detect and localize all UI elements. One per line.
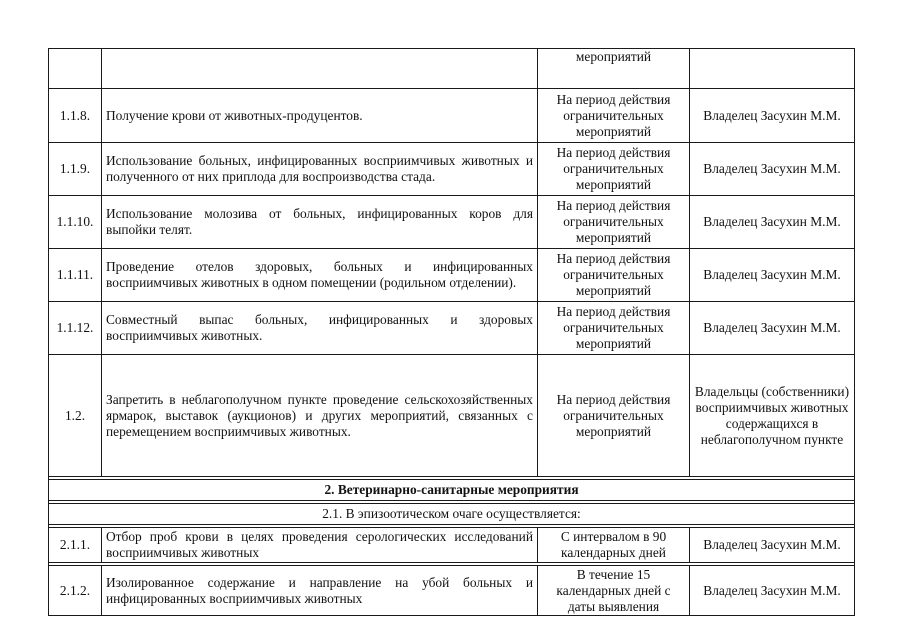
table-row: [49, 566, 855, 616]
row-description: Получение крови от животных-продуцентов.: [102, 89, 538, 143]
row-number: 1.1.8.: [49, 89, 102, 143]
table-row: [49, 196, 855, 249]
row-term: На период действия ограничительных мероприятий: [538, 143, 690, 196]
row-description: Изолированное содержание и направление на убой больных и инфицированных восприимчивых животных: [102, 566, 538, 616]
row-term: На период действия ограничительных мероприятий: [538, 302, 690, 355]
row-term: мероприятий: [538, 49, 690, 89]
table-row: [49, 143, 855, 196]
section-header-row: [49, 480, 855, 501]
row-term: В течение 15 календарных дней с даты выявления: [538, 566, 690, 616]
row-description: Использование больных, инфицированных восприимчивых животных и полученного от них приплода для воспроизводства стада.: [102, 143, 538, 196]
row-responsible: Владелец Засухин М.М.: [690, 302, 855, 355]
row-responsible: Владелец Засухин М.М.: [690, 196, 855, 249]
row-term: С интервалом в 90 календарных дней: [538, 528, 690, 563]
row-number: 1.1.12.: [49, 302, 102, 355]
subsection-title: 2.1. В эпизоотическом очаге осуществляется:: [49, 504, 855, 525]
row-term: На период действия ограничительных мероприятий: [538, 196, 690, 249]
row-number: [49, 49, 102, 89]
row-responsible: Владелец Засухин М.М.: [690, 89, 855, 143]
row-description: Запретить в неблагополучном пункте проведение сельскохозяйственных ярмарок, выставок (аукционов) и других мероприятий, связанных с перемещением восприимчивых животных.: [102, 355, 538, 477]
measures-table: [48, 48, 855, 616]
row-description: Проведение отелов здоровых, больных и инфицированных восприимчивых животных в одном помещении (родильном отделении).: [102, 249, 538, 302]
row-term: На период действия ограничительных мероприятий: [538, 89, 690, 143]
table-row: [49, 302, 855, 355]
row-responsible: Владелец Засухин М.М.: [690, 143, 855, 196]
table-row: [49, 355, 855, 477]
row-responsible: Владелец Засухин М.М.: [690, 528, 855, 563]
row-responsible: Владелец Засухин М.М.: [690, 249, 855, 302]
row-number: 1.1.10.: [49, 196, 102, 249]
table-row: [49, 49, 855, 89]
row-description: Использование молозива от больных, инфицированных коров для выпойки телят.: [102, 196, 538, 249]
section-title: 2. Ветеринарно-санитарные мероприятия: [49, 480, 855, 501]
row-description: Совместный выпас больных, инфицированных и здоровых восприимчивых животных.: [102, 302, 538, 355]
table-row: [49, 89, 855, 143]
row-responsible: Владельцы (собственники) восприимчивых животных содержащихся в неблагополучном пункте: [690, 355, 855, 477]
table-row: [49, 249, 855, 302]
row-description: Отбор проб крови в целях проведения серологических исследований восприимчивых животных: [102, 528, 538, 563]
row-description: [102, 49, 538, 89]
subsection-header-row: [49, 504, 855, 525]
row-number: 2.1.2.: [49, 566, 102, 616]
row-number: 1.2.: [49, 355, 102, 477]
row-term: На период действия ограничительных мероприятий: [538, 355, 690, 477]
row-number: 2.1.1.: [49, 528, 102, 563]
row-number: 1.1.11.: [49, 249, 102, 302]
row-number: 1.1.9.: [49, 143, 102, 196]
row-term: На период действия ограничительных мероприятий: [538, 249, 690, 302]
row-responsible: [690, 49, 855, 89]
table-row: [49, 528, 855, 563]
row-responsible: Владелец Засухин М.М.: [690, 566, 855, 616]
